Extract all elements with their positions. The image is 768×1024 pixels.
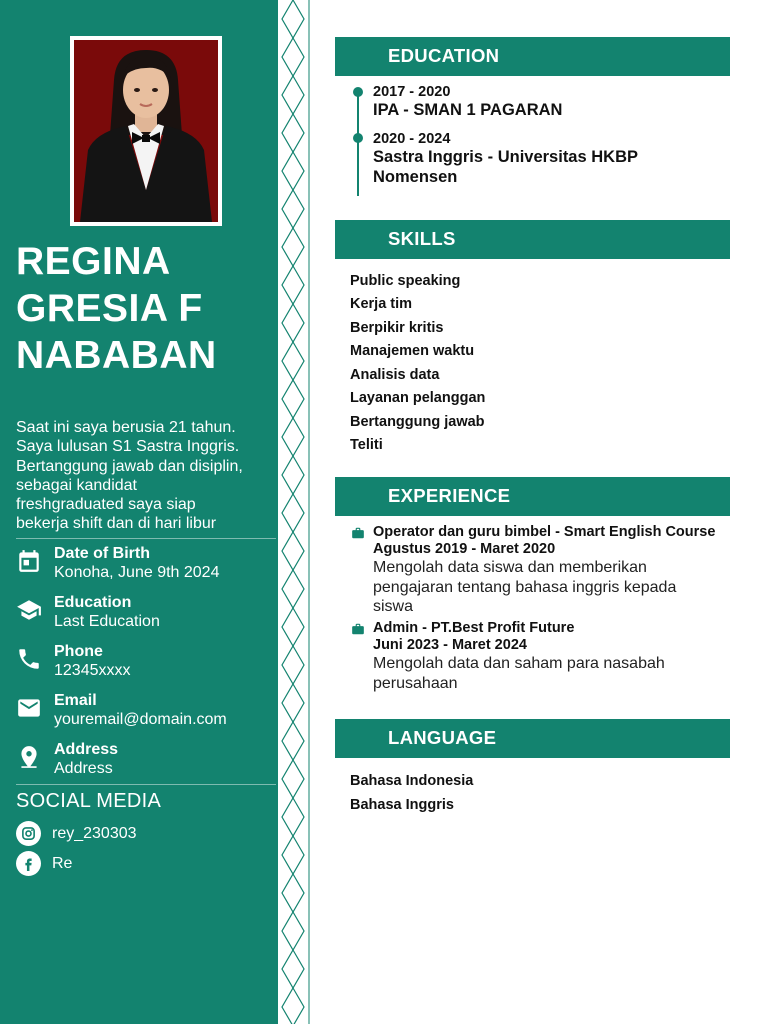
chain-diamond xyxy=(282,114,304,152)
education-title xyxy=(373,148,638,187)
section-header-language xyxy=(335,719,730,758)
social-handle: rey_230303 xyxy=(52,825,137,842)
about-line: Saat ini saya berusia 21 tahun. xyxy=(16,419,236,436)
timeline-line xyxy=(357,92,359,196)
chain-diamond xyxy=(282,228,304,266)
social-instagram[interactable] xyxy=(16,821,256,847)
section-header-education xyxy=(335,37,730,76)
sidebar xyxy=(0,0,278,1024)
profile-photo xyxy=(74,40,218,222)
name-line: NABABAN xyxy=(16,334,217,377)
education-years: 2017 - 2020 xyxy=(373,84,451,100)
experience-role: Operator dan guru bimbel - Smart English Course xyxy=(373,524,716,540)
social-media-title: SOCIAL MEDIA xyxy=(16,790,162,812)
about-line: bekerja shift dan di hari libur xyxy=(16,515,217,533)
skill-item: Berpikir kritis xyxy=(350,320,444,336)
description-line: Mengolah data siswa dan memberikan xyxy=(373,559,647,576)
phone-icon xyxy=(16,646,44,674)
chain-diamond xyxy=(282,722,304,760)
divider xyxy=(16,784,276,785)
contact-address xyxy=(16,740,274,784)
chain-diamond xyxy=(282,570,304,608)
about-line: freshgraduated saya siap xyxy=(16,496,196,514)
chain-diamond xyxy=(282,760,304,798)
chain-diamond xyxy=(282,190,304,228)
chain-diamond xyxy=(282,950,304,988)
chain-diamond xyxy=(282,608,304,646)
about-line: sebagai kandidat xyxy=(16,476,137,494)
graduation-cap-icon xyxy=(16,597,44,625)
education-years: 2020 - 2024 xyxy=(373,131,451,147)
about-line: Bertanggung jawab dan disiplin, xyxy=(16,457,243,475)
timeline-dot xyxy=(353,87,363,97)
contact-value: Last Education xyxy=(54,613,160,630)
about-line: Saya lulusan S1 Sastra Inggris. xyxy=(16,438,240,456)
chain-diamond xyxy=(282,456,304,494)
social-facebook[interactable] xyxy=(16,851,256,877)
chain-diamond xyxy=(282,380,304,418)
contact-label: Email xyxy=(54,692,97,709)
skill-item: Kerja tim xyxy=(350,296,413,312)
email-icon xyxy=(16,695,44,723)
contact-value: youremail@domain.com xyxy=(54,711,227,728)
chain-diamond xyxy=(282,836,304,874)
experience-description xyxy=(373,654,665,693)
experience-description xyxy=(373,558,676,617)
skill-item: Manajemen waktu xyxy=(350,343,475,359)
skill-item: Layanan pelanggan xyxy=(350,390,486,406)
contact-label: Date of Birth xyxy=(54,545,150,562)
chain-diamond xyxy=(282,874,304,912)
skill-item: Public speaking xyxy=(350,273,461,289)
education-title-line: Nomensen xyxy=(373,167,458,186)
chain-diamond xyxy=(282,152,304,190)
contact-phone xyxy=(16,642,274,686)
language-item: Bahasa Indonesia xyxy=(350,773,474,789)
education-title xyxy=(373,101,562,121)
education-title-line: Sastra Inggris - Universitas HKBP xyxy=(373,148,638,166)
chain-diamond xyxy=(282,912,304,950)
chain-diamond xyxy=(282,684,304,722)
contact-label: Address xyxy=(54,741,119,758)
skill-item: Teliti xyxy=(350,437,383,453)
contact-label: Phone xyxy=(54,643,103,660)
chain-diamond xyxy=(282,304,304,342)
section-title: EDUCATION xyxy=(388,45,500,66)
person-illustration xyxy=(74,40,218,222)
description-line: Mengolah data dan saham para nasabah xyxy=(373,655,665,672)
decorative-chain-strip xyxy=(278,0,312,1024)
candidate-name xyxy=(16,238,271,379)
chain-diamond xyxy=(282,494,304,532)
chain-diamond xyxy=(282,798,304,836)
chain-diamond xyxy=(282,418,304,456)
education-title-line: IPA - SMAN 1 PAGARAN xyxy=(373,101,563,119)
experience-role: Admin - PT.Best Profit Future xyxy=(373,620,575,636)
contact-value: Address xyxy=(54,760,113,777)
description-line: pengajaran tentang bahasa inggris kepada xyxy=(373,578,677,596)
chain-diamond xyxy=(282,76,304,114)
section-header-experience xyxy=(335,477,730,516)
skill-item: Analisis data xyxy=(350,367,440,383)
instagram-icon xyxy=(16,821,41,846)
briefcase-icon xyxy=(351,622,365,636)
name-line: GRESIA F xyxy=(16,287,203,330)
briefcase-icon xyxy=(351,526,365,540)
experience-dates: Juni 2023 - Maret 2024 xyxy=(373,637,527,653)
chain-diamond xyxy=(282,646,304,684)
divider xyxy=(16,538,276,539)
timeline-dot xyxy=(353,133,363,143)
skill-item: Bertanggung jawab xyxy=(350,414,485,430)
facebook-icon xyxy=(16,851,41,876)
chain-diamond xyxy=(282,342,304,380)
name-line: REGINA xyxy=(16,240,171,283)
section-title: EXPERIENCE xyxy=(388,485,511,506)
contact-education xyxy=(16,593,274,637)
chain-diamond xyxy=(282,38,304,76)
language-item: Bahasa Inggris xyxy=(350,797,454,813)
profile-photo-frame xyxy=(70,36,222,226)
section-header-skills xyxy=(335,220,730,259)
description-line: siswa xyxy=(373,598,414,615)
chain-pattern xyxy=(278,0,312,1024)
about-text xyxy=(16,418,278,534)
social-handle: Re xyxy=(52,855,73,872)
section-title: SKILLS xyxy=(388,228,456,249)
chain-diamond xyxy=(282,988,304,1024)
calendar-icon xyxy=(16,548,44,576)
experience-dates: Agustus 2019 - Maret 2020 xyxy=(373,541,556,557)
contact-value: Konoha, June 9th 2024 xyxy=(54,564,220,581)
chain-diamond xyxy=(282,532,304,570)
section-title: LANGUAGE xyxy=(388,727,497,748)
contact-email xyxy=(16,691,274,735)
contact-value: 12345xxxx xyxy=(54,662,131,679)
chain-diamond xyxy=(282,266,304,304)
description-line: perusahaan xyxy=(373,674,458,692)
chain-diamond xyxy=(282,0,304,38)
location-pin-icon xyxy=(16,744,44,772)
contact-label: Education xyxy=(54,594,132,611)
contact-date-of-birth xyxy=(16,544,274,588)
